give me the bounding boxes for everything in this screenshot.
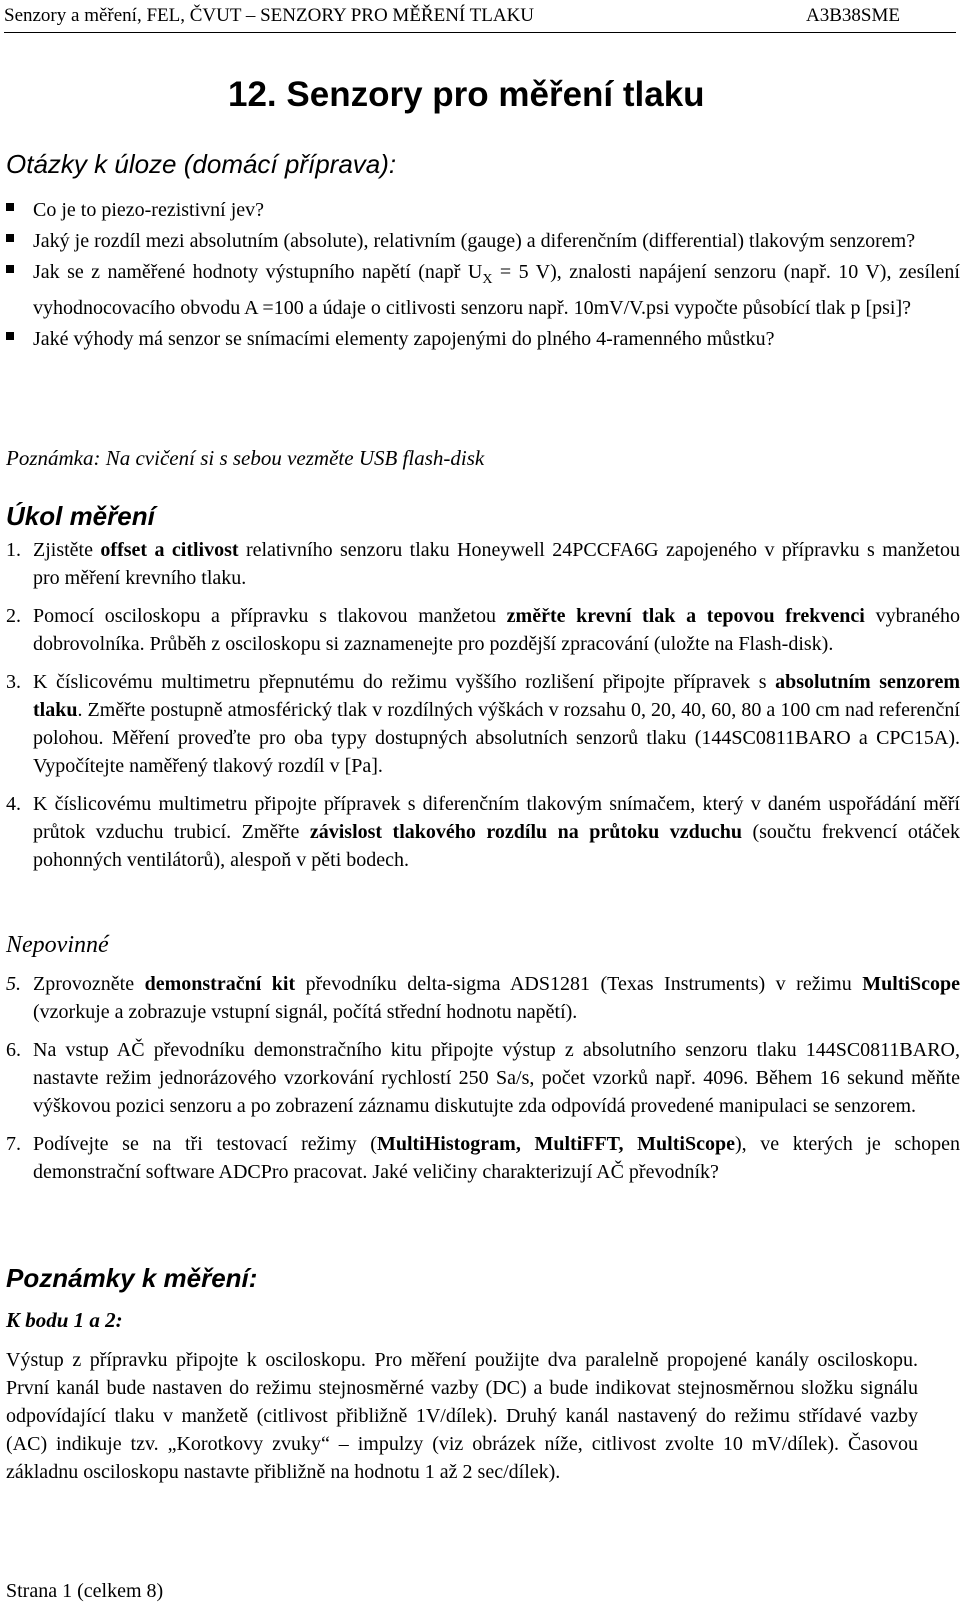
task-item: 5. Zprovozněte demonstrační kit převodníku delta-sigma ADS1281 (Texas Instruments) v režimu MultiScope (vzorkuje a zobrazuje vstupní signál, počítá střední hodnotu napětí). [6, 973, 960, 1023]
task-item: 3. K číslicovému multimetru přepnutému do režimu vyššího rozlišení připojte přípravek s absolutním senzorem tlaku. Změřte postupně atmosférický tlak v rozdílných výškách v rozsahu 0, 20, 40, 60, 80 a 100 cm nad referenční polohou. Měření proveďte pro oba typy dostupných absolutních senzorů tlaku (144SC0811BARO a CPC15A). Vypočítejte naměřený tlakový rozdíl v [Pa]. [6, 671, 960, 777]
task-text: Zjistěte [33, 539, 101, 561]
emphasis-text: závislost tlakového rozdílu na průtoku vzduchu [309, 821, 742, 843]
header-course-code: A3B38SME [806, 5, 900, 26]
question-item: Jaké výhody má senzor se snímacími elementy zapojenými do plného 4-ramenného můstku? [6, 325, 960, 353]
task-text: vybraného dobrovolníka. Průběh z osciloskopu si zaznamenejte pro pozdější zpracování (uložte na Flash-disk). [33, 605, 960, 655]
notes-paragraph: Výstup z přípravku připojte k osciloskopu. Pro měření použijte dva paralelně propojené kanály osciloskopu. První kanál bude nastaven do režimu stejnosměrné vazby (DC) a bude indikovat stejnosměrnou složku signálu odpovídající tlaku v manžetě (citlivost přibližně 1V/dílek). Druhý kanál nastavený do režimu střídavé vazby (AC) indikuje tzv. „Korotkovy zvuky“ – impulzy (viz obrázek níže, citlivost zvolte 10 mV/dílek). Časovou základnu osciloskopu nastavte přibližně na hodnotu 1 až 2 sec/dílek). [6, 1349, 918, 1483]
questions-heading: Otázky k úloze (domácí příprava): [6, 149, 397, 179]
emphasis-text: MultiHistogram, MultiFFT, MultiScope [376, 1133, 735, 1155]
tasks-heading: Úkol měření [6, 501, 155, 531]
header-course-title: Senzory a měření, FEL, ČVUT – SENZORY PRO MĚŘENÍ TLAKU [4, 5, 535, 26]
optional-tasks-list [6, 970, 960, 1196]
optional-heading: Nepovinné [6, 932, 109, 958]
task-item: 2. Pomocí osciloskopu a přípravku s tlakovou manžetou změřte krevní tlak a tepovou frekvenci vybraného dobrovolníka. Průběh z osciloskopu si zaznamenejte pro pozdější zpracování (uložte na Flash-disk). [6, 605, 960, 655]
task-text: . Změřte postupně atmosférický tlak v rozdílných výškách v rozsahu 0, 20, 40, 60, 80 a 100 cm nad referenční polohou. Měření proveďte pro oba typy dostupných absolutních senzorů tlaku (144SC0811BARO a CPC15A). Vypočítejte naměřený tlakový rozdíl v [Pa]. [33, 699, 960, 777]
page-footer: Strana 1 (celkem 8) [6, 1580, 164, 1602]
task-text: Podívejte se na tři testovací režimy ( [33, 1133, 377, 1155]
task-text: K číslicovému multimetru připojte přípravek s diferenčním tlakovým snímačem, který v daném uspořádání měří průtok vzduchu trubicí. Změřte [33, 793, 960, 843]
task-text: relativního senzoru tlaku Honeywell 24PCCFA6G zapojeného v přípravku s manžetou pro měření krevního tlaku. [33, 539, 960, 589]
question-item: Jaký je rozdíl mezi absolutním (absolute), relativním (gauge) a diferenčním (differential) tlakovým senzorem? [6, 227, 960, 255]
notes-subheading: K bodu 1 a 2: [6, 1308, 123, 1332]
task-text: (součtu frekvencí otáček pohonných ventilátorů), alespoň v pěti bodech. [33, 821, 960, 871]
bullet-icon [6, 203, 14, 211]
questions-list [6, 196, 960, 353]
emphasis-text: změřte krevní tlak a tepovou frekvenci [506, 605, 865, 627]
task-text: (vzorkuje a zobrazuje vstupní signál, počítá střední hodnotu napětí). [33, 1001, 578, 1023]
bullet-icon [6, 234, 14, 242]
task-text: Pomocí osciloskopu a přípravku s tlakovou manžetou [33, 605, 507, 627]
page-title: 12. Senzory pro měření tlaku [228, 75, 705, 114]
bullet-icon [6, 265, 14, 273]
task-item: 7. Podívejte se na tři testovací režimy (MultiHistogram, MultiFFT, MultiScope), ve kterých je schopen demonstrační software ADCPro pracovat. Jaké veličiny charakterizují AČ převodník? [6, 1133, 960, 1183]
task-item: 4. K číslicovému multimetru připojte přípravek s diferenčním tlakovým snímačem, který v daném uspořádání měří průtok vzduchu trubicí. Změřte závislost tlakového rozdílu na průtoku vzduchu (součtu frekvencí otáček pohonných ventilátorů), alespoň v pěti bodech. [6, 793, 960, 871]
notes-heading: Poznámky k měření: [6, 1263, 258, 1293]
task-text: Zprovozněte [33, 973, 145, 995]
bullet-icon [6, 332, 14, 340]
task-text: K číslicovému multimetru přepnutému do režimu vyššího rozlišení připojte přípravek s [33, 671, 776, 693]
task-item: 1. Zjistěte offset a citlivost relativního senzoru tlaku Honeywell 24PCCFA6G zapojeného v přípravku s manžetou pro měření krevního tlaku. [6, 539, 960, 589]
tasks-list [6, 536, 960, 884]
emphasis-text: MultiScope [862, 973, 960, 995]
emphasis-text: offset a citlivost [100, 539, 239, 561]
emphasis-text: demonstrační kit [144, 973, 296, 995]
task-text: převodníku delta-sigma ADS1281 (Texas Instruments) v režimu [295, 973, 863, 995]
emphasis-text: absolutním senzorem tlaku [33, 671, 960, 721]
running-header [4, 4, 956, 33]
task-text: ), ve kterých je schopen demonstrační software ADCPro pracovat. Jaké veličiny charakterizují AČ převodník? [33, 1133, 960, 1183]
task-text: Na vstup AČ převodníku demonstračního kitu připojte výstup z absolutního senzoru tlaku 144SC0811BARO, nastavte režim jednorázového vzorkování rychlostí 250 Sa/s, počet vzorků např. 4096. Během 16 sekund měňte výškovou pozici senzoru a po zobrazení záznamu diskutujte zda odpovídá provedené manipulaci se senzorem. [33, 1039, 960, 1117]
question-item: Co je to piezo-rezistivní jev? [6, 196, 960, 224]
task-item: 6. Na vstup AČ převodníku demonstračního kitu připojte výstup z absolutního senzoru tlaku 144SC0811BARO, nastavte režim jednorázového vzorkování rychlostí 250 Sa/s, počet vzorků např. 4096. Během 16 sekund měňte výškovou pozici senzoru a po zobrazení záznamu diskutujte zda odpovídá provedené manipulaci se senzorem. [6, 1039, 960, 1117]
note-flash-disk: Poznámka: Na cvičení si s sebou vezměte USB flash-disk [6, 446, 485, 470]
question-item: Jak se z naměřené hodnoty výstupního napětí (např $U_X = 5$ V), znalosti napájení senzoru (např. 10 V), zesílení vyhodnocovacího obvodu A =100 a údaje o citlivosti senzoru např. 10mV/V.psi vypočte působící tlak p [psi]? [6, 258, 960, 322]
